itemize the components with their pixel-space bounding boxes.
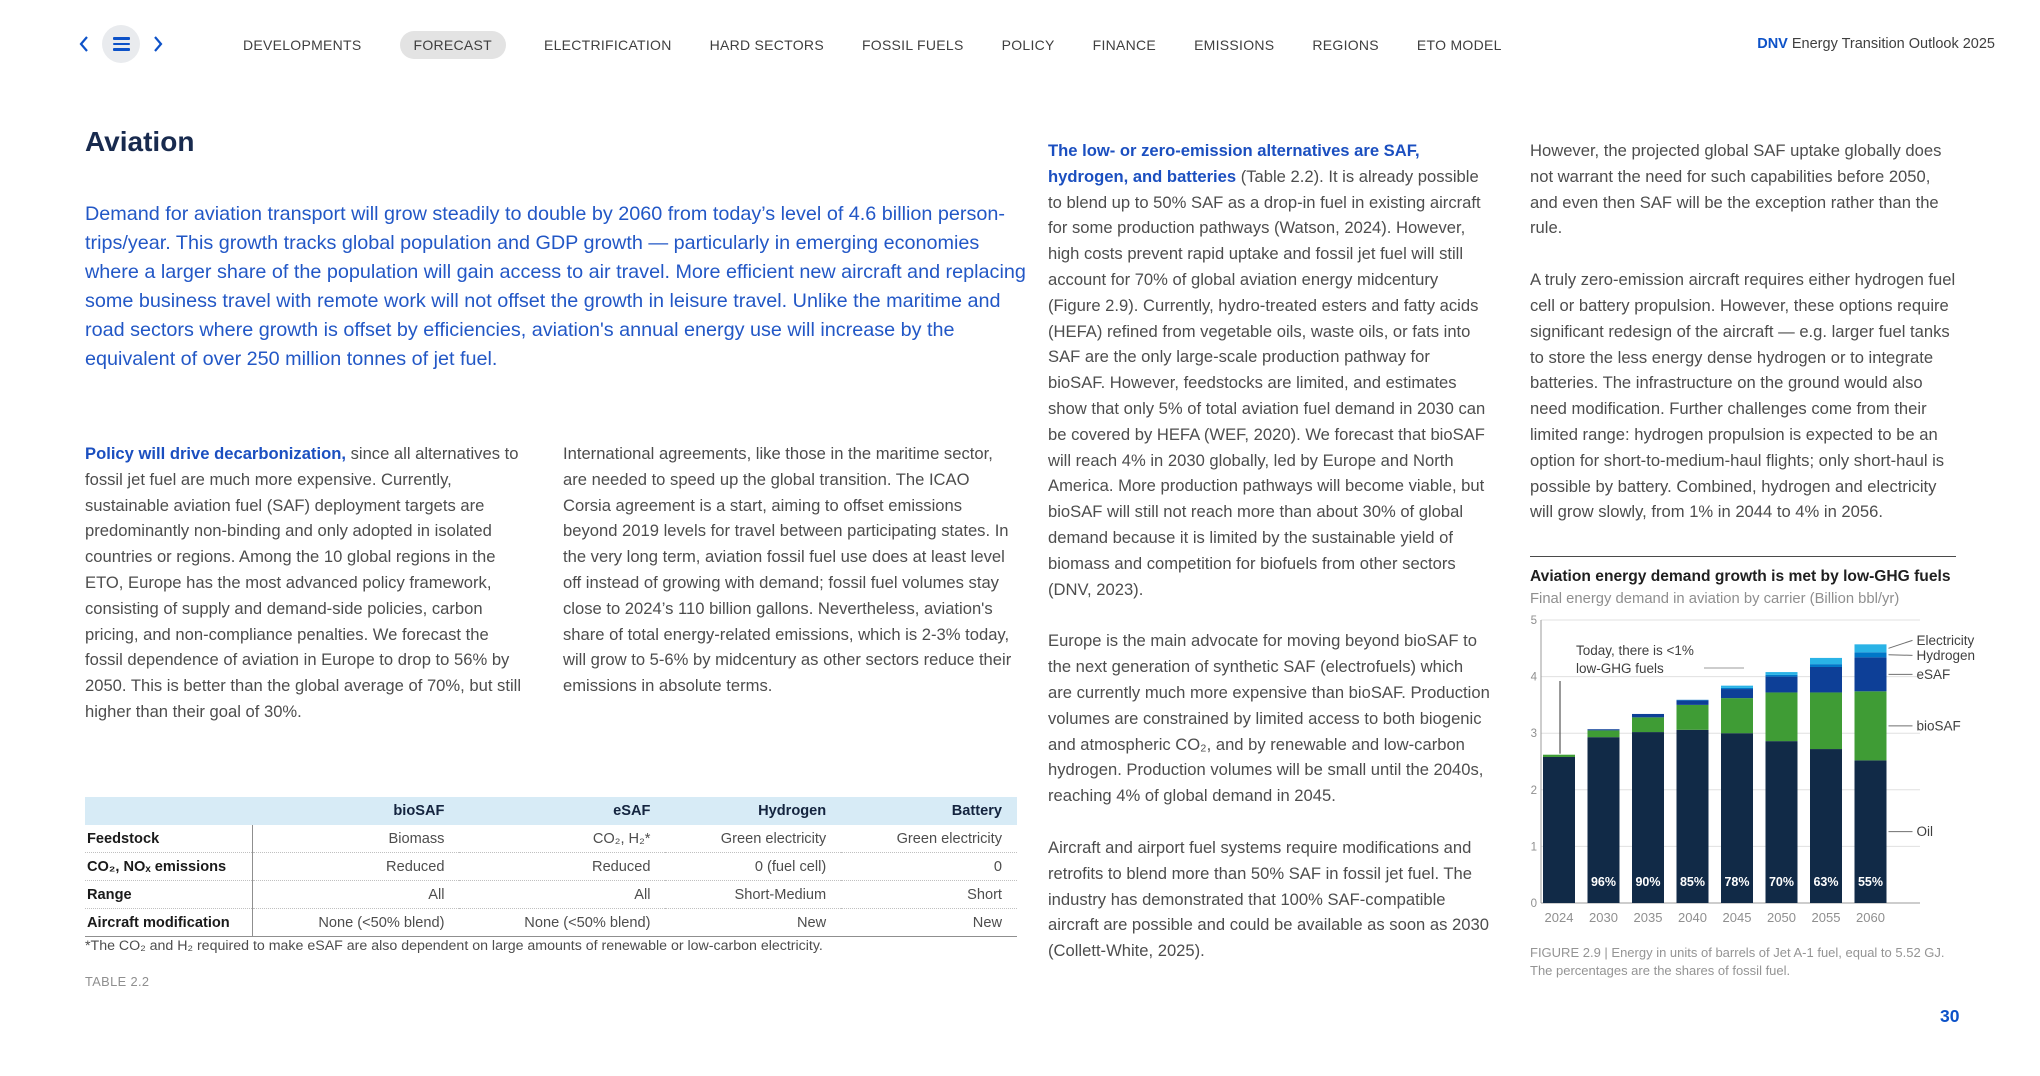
x-tick-label: 2060 (1856, 910, 1885, 925)
table-cell: New (665, 909, 841, 937)
next-page-button[interactable] (152, 35, 164, 53)
stacked-bar-chart (1530, 615, 1988, 930)
table-cell: Reduced (459, 853, 665, 881)
nav-item-electrification[interactable]: ELECTRIFICATION (543, 37, 672, 53)
chevron-left-icon (78, 35, 90, 53)
fossil-share-label: 85% (1679, 875, 1706, 889)
table-cell: New (841, 909, 1017, 937)
bar-segment-oil (1543, 757, 1575, 903)
table-corner-cell (85, 797, 253, 825)
y-tick-label: 1 (1530, 841, 1537, 854)
paragraph: The low- or zero-emission alternatives are SAF, hydrogen, and batteries (Table 2.2). It is already possible to blend up to 50% SAF as a drop-in fuel in existing aircraft for some production pathways (Watson, 2024). However, high costs prevent rapid uptake and fossil jet fuel will still account for 70% of global aviation energy midcentury (Figure 2.9). Currently, hydro-treated esters and fatty acids (HEFA) refined from vegetable oils, waste oils, or fats into SAF are the only large-scale production pathway for bioSAF. However, feedstocks are limited, and estimates show that only 5% of total aviation fuel demand in 2030 can be covered by HEFA (WEF, 2020). We forecast that bioSAF will reach 4% in 2030 globally, led by Europe and North America. More production pathways will become viable, but bioSAF will still not reach more than about 30% of global demand because it is limited by the sustainable yield of biomass and competition for biofuels from other sectors (DNV, 2023). (1048, 141, 1486, 599)
paragraph-lead: The low- or zero-emission alternatives are SAF, hydrogen, and batteries (1048, 141, 1420, 186)
y-tick-label: 3 (1530, 728, 1537, 741)
legend-label: Electricity (1916, 632, 1975, 648)
legend-label: Hydrogen (1916, 647, 1976, 663)
table-cell: Biomass (253, 825, 460, 853)
figure-caption: FIGURE 2.9 | Energy in units of barrels of Jet A-1 fuel, equal to 5.52 GJ. The percentages are the shares of fossil fuel. (1530, 945, 1945, 978)
table-cell: None (<50% blend) (459, 909, 665, 937)
hamburger-icon (113, 37, 130, 39)
y-tick-label: 5 (1530, 615, 1537, 627)
x-tick-label: 2045 (1722, 910, 1752, 925)
x-tick-label: 2050 (1767, 910, 1796, 925)
bar-segment-biosaf (1855, 691, 1887, 760)
fossil-share-label: 55% (1857, 875, 1884, 889)
bar-segment-esaf (1632, 714, 1664, 717)
legend-leader (1889, 640, 1913, 648)
table-cell: CO₂, H₂* (592, 830, 651, 847)
report-name: Energy Transition Outlook 2025 (1787, 36, 1995, 52)
table-row-label: CO₂, NOₓ emissions (85, 853, 253, 881)
table-row (85, 825, 1017, 853)
bar-segment-electricity (1721, 686, 1753, 688)
fossil-share-label: 78% (1724, 875, 1750, 889)
text-column-3 (1048, 138, 1491, 990)
table-caption: TABLE 2.2 (85, 974, 150, 989)
fossil-share-label: 90% (1635, 875, 1661, 889)
table-footnote: *The CO₂ and H₂ required to make eSAF are also dependent on large amounts of renewable or low-carbon electricity. (85, 938, 823, 954)
nav-item-emissions[interactable]: EMISSIONS (1194, 37, 1275, 53)
table-cell: All (459, 881, 665, 909)
nav-item-hard-sectors[interactable]: HARD SECTORS (709, 37, 824, 53)
figure-title: Aviation energy demand growth is met by low-GHG fuels (1530, 568, 1951, 585)
x-tick-label: 2055 (1811, 910, 1841, 925)
page-title: Aviation (85, 126, 195, 157)
table-row (85, 881, 1017, 909)
x-tick-label: 2035 (1633, 910, 1663, 925)
nav-item-fossil-fuels[interactable]: FOSSIL FUELS (861, 37, 964, 53)
y-tick-label: 2 (1530, 784, 1537, 797)
table-cell: Reduced (253, 853, 460, 881)
nav-item-forecast[interactable]: FORECAST (400, 31, 506, 59)
table-cell: 0 (841, 853, 1017, 881)
paragraph: International agreements, like those in the maritime sector, are needed to speed up the global transition. The ICAO Corsia agreement is a start, aiming to offset emissions beyond 2019 levels for travel between participating states. In the very long term, aviation fossil fuel use does at least level off instead of growing with demand; fossil fuel volumes stay close to 2024’s 110 billion gallons. Nevertheless, aviation's share of total energy-related emissions, which is 2-3% today, will grow to 5-6% by midcentury as other sectors reduce their emissions in absolute terms. (563, 444, 1012, 696)
legend-label: Oil (1916, 824, 1933, 840)
table-column-header: bioSAF (253, 797, 460, 825)
fuel-comparison-table (85, 797, 1017, 937)
page-number: 30 (1940, 1006, 1960, 1026)
nav-item-policy[interactable]: POLICY (1001, 37, 1055, 53)
text-column-2 (563, 441, 1015, 725)
table-column-header: Battery (841, 797, 1017, 825)
table-cell: All (253, 881, 460, 909)
table-cell: Short-Medium (665, 881, 841, 909)
bar-segment-hydrogen (1810, 664, 1842, 667)
nav-item-regions[interactable]: REGIONS (1312, 37, 1379, 53)
bar-segment-esaf (1677, 700, 1709, 705)
legend-label: eSAF (1916, 666, 1951, 682)
table-header-row (85, 797, 1017, 825)
table-column-header: Hydrogen (665, 797, 841, 825)
fossil-share-label: 96% (1590, 875, 1617, 889)
table-cell: None (<50% blend) (253, 909, 460, 937)
y-tick-label: 0 (1530, 898, 1537, 910)
fuel-comparison-table-wrap (85, 797, 1017, 937)
paragraph-lead: Policy will drive decarbonization, (85, 444, 346, 463)
paragraph: However, the projected global SAF uptake globally does not warrant the need for such capabilities before 2050, and even then SAF will be the exception rather than the rule. (1530, 141, 1942, 238)
bar-segment-biosaf (1588, 730, 1620, 737)
chart-annotation: Today, there is <1% (1576, 643, 1694, 658)
figure-subtitle: Final energy demand in aviation by carrier (Billion bbl/yr) (1530, 591, 1900, 607)
table-row-label: Feedstock (87, 830, 160, 847)
bar-segment-esaf (1721, 689, 1753, 698)
text-column-4 (1530, 138, 1962, 551)
table-row (85, 909, 1017, 937)
table-cell: Green electricity (720, 830, 827, 847)
bar-segment-hydrogen (1677, 700, 1709, 701)
bar-segment-hydrogen (1855, 652, 1887, 657)
paragraph: Aircraft and airport fuel systems require modifications and retrofits to blend more than 50% SAF in fossil jet fuel. The industry has demonstrated that 100% SAF-compatible aircraft are possible and could be available as soon as 2030 (Collett-White, 2025). (1048, 837, 1489, 961)
paragraph: A truly zero-emission aircraft requires either hydrogen fuel cell or battery propulsion. However, these options require significant redesign of the aircraft — e.g. larger fuel tanks to store the less energy dense hydrogen or to integrate batteries. The infrastructure on the ground would also need modification. Further challenges come from their limited range: hydrogen propulsion is expected to be an option for short-to-medium-haul flights; only short-haul is possible by battery. Combined, hydrogen and electricity will grow slowly, from 1% in 2044 to 4% in 2056. (1530, 270, 1956, 522)
bar-segment-electricity (1810, 658, 1842, 664)
x-tick-label: 2030 (1589, 910, 1618, 925)
table-row-label: Range (85, 881, 253, 909)
legend-label: bioSAF (1916, 718, 1961, 734)
table-cell: Green electricity (896, 830, 1002, 847)
bar-segment-electricity (1766, 672, 1798, 675)
bar-segment-biosaf (1721, 698, 1753, 733)
paragraph: Policy will drive decarbonization, since all alternatives to fossil jet fuel are much more expensive. Currently, sustainable aviation fuel (SAF) deployment targets are predominantly non-binding and only adopted in isolated countries or regions. Among the 10 global regions in the ETO, Europe has the most advanced policy framework, consisting of supply and demand-side policies, carbon pricing, and non-compliance penalties. We forecast the fossil dependence of aviation in Europe to drop to 56% by 2050. This is better than the global average of 70%, but still higher than their goal of 30%. (85, 444, 522, 721)
pager-controls (78, 25, 164, 63)
figure-divider (1530, 556, 1956, 557)
bar-segment-biosaf (1632, 717, 1664, 732)
table-row-label: Aircraft modification (85, 909, 253, 937)
table-column-header: eSAF (459, 797, 665, 825)
table-cell: 0 (fuel cell) (665, 853, 841, 881)
bar-segment-biosaf (1543, 755, 1575, 757)
chevron-right-icon (152, 35, 164, 53)
previous-page-button[interactable] (78, 35, 90, 53)
figure-2-9 (1530, 556, 1988, 979)
legend-leader (1889, 655, 1913, 656)
fossil-share-label: 70% (1768, 875, 1795, 889)
x-tick-label: 2040 (1678, 910, 1707, 925)
nav-item-developments[interactable]: DEVELOPMENTS (243, 37, 362, 53)
bar-segment-esaf (1588, 729, 1620, 730)
y-tick-label: 4 (1530, 671, 1537, 684)
bar-segment-biosaf (1766, 692, 1798, 741)
table-cell: Short (841, 881, 1017, 909)
text-column-1 (85, 441, 522, 751)
nav-item-eto-model[interactable]: ETO MODEL (1416, 37, 1502, 53)
bar-segment-biosaf (1810, 692, 1842, 749)
bar-segment-esaf (1766, 677, 1798, 693)
bar-segment-esaf (1855, 657, 1887, 691)
dnv-logo: DNV (1757, 36, 1788, 52)
x-tick-label: 2024 (1544, 910, 1574, 925)
bar-segment-hydrogen (1766, 675, 1798, 677)
report-brand (1757, 36, 1995, 52)
bar-segment-biosaf (1677, 705, 1709, 730)
menu-button[interactable] (102, 25, 140, 63)
nav-item-finance[interactable]: FINANCE (1092, 37, 1157, 53)
bar-segment-esaf (1810, 667, 1842, 692)
chart-annotation: low-GHG fuels (1576, 661, 1664, 676)
bar-segment-hydrogen (1721, 688, 1753, 689)
paragraph: Europe is the main advocate for moving beyond bioSAF to the next generation of synthetic SAF (electrofuels) which are currently much more expensive than bioSAF. Production volumes are constrained by limited access to both biogenic and atmospheric CO₂, and by renewable and low-carbon hydrogen. Production volumes will be small until the 2040s, reaching 4% of global demand in 2045. (1048, 631, 1490, 806)
fossil-share-label: 63% (1813, 875, 1839, 889)
bar-segment-electricity (1855, 644, 1887, 652)
intro-paragraph: Demand for aviation transport will grow steadily to double by 2060 from today’s level of 4.6 billion person-trips/year. This growth tracks global population and GDP growth — particularly in emerging economies where a larger share of the population will gain access to air travel. More efficient new aircraft and replacing some business travel with remote work will not offset the growth in leisure travel. Unlike the maritime and road sectors where growth is offset by efficiencies, aviation's annual energy use will increase by the equivalent of over 250 million tonnes of jet fuel. (85, 203, 1026, 370)
table-row (85, 853, 1017, 881)
top-nav (243, 26, 1502, 64)
